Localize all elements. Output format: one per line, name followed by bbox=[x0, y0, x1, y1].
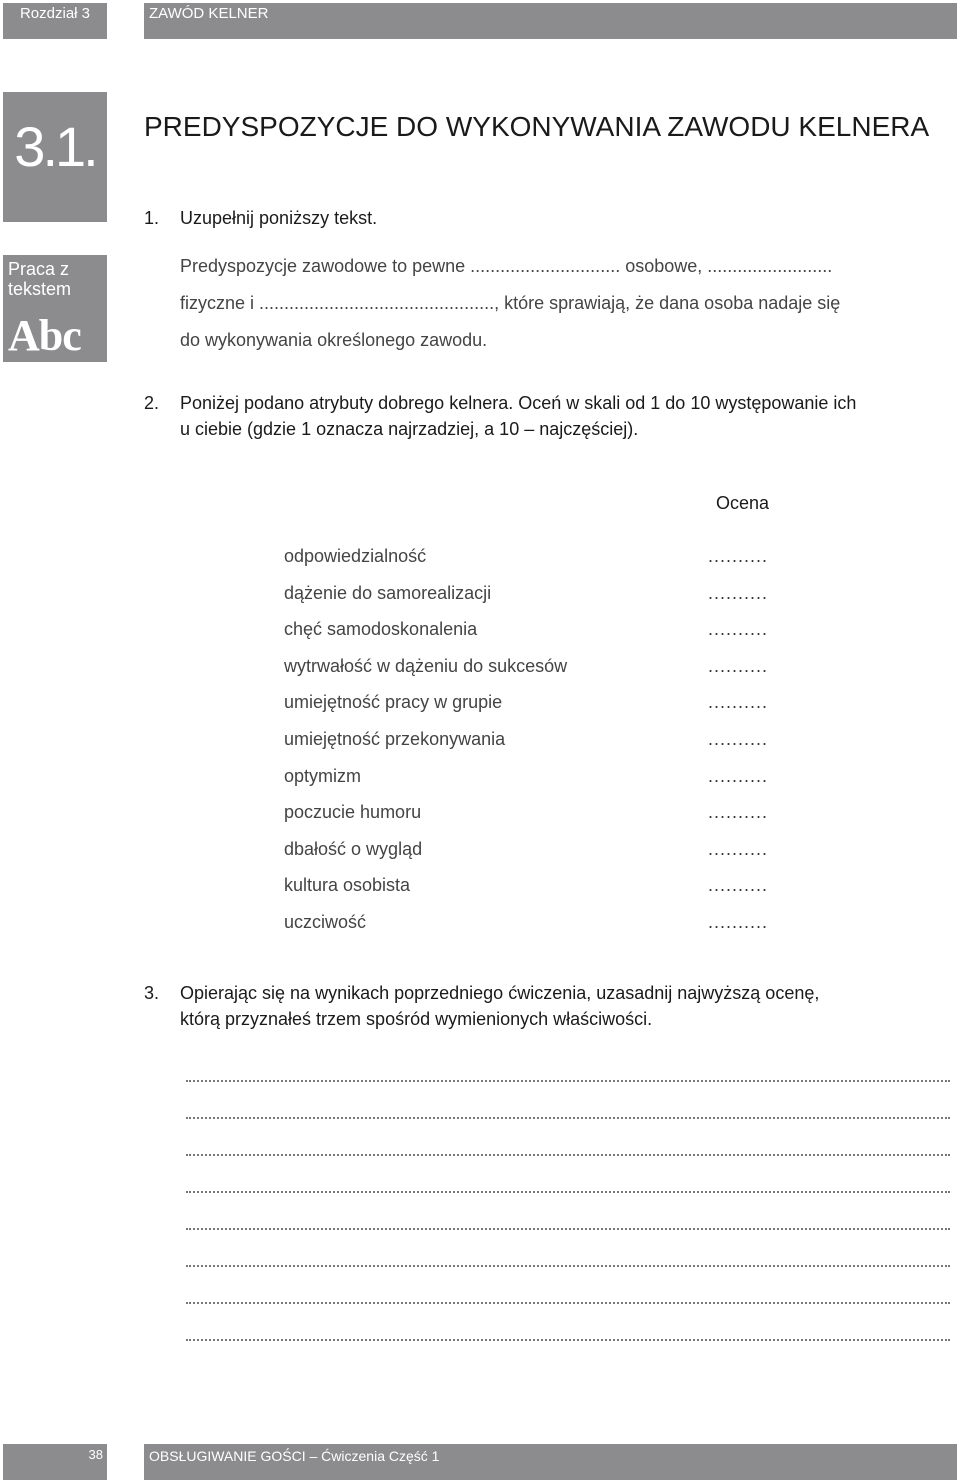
page-number: 38 bbox=[3, 1444, 107, 1480]
rating-field[interactable]: .......... bbox=[708, 546, 769, 566]
attribute-name: dążenie do samorealizacji bbox=[284, 582, 492, 603]
list-item bbox=[284, 763, 804, 800]
rating-column-header: Ocena bbox=[716, 493, 770, 513]
task3-instruction-line1: Opierając się na wynikach poprzedniego ćwiczenia, uzasadnij najwyższą ocenę, bbox=[180, 983, 820, 1003]
list-item bbox=[284, 616, 804, 653]
task1-number: 1. bbox=[144, 208, 160, 228]
rating-field[interactable]: .......... bbox=[708, 582, 769, 603]
attribute-name: umiejętność pracy w grupie bbox=[284, 692, 503, 713]
fill-line: do wykonywania określonego zawodu. bbox=[180, 330, 488, 350]
list-item bbox=[284, 872, 804, 909]
abc-logo: Abc bbox=[8, 311, 81, 360]
attribute-name: umiejętność przekonywania bbox=[284, 728, 506, 749]
answer-line[interactable] bbox=[186, 1267, 950, 1304]
list-item bbox=[284, 689, 804, 726]
side-label-box bbox=[3, 255, 107, 362]
rating-field[interactable]: .......... bbox=[708, 655, 769, 676]
list-item bbox=[284, 836, 804, 873]
attribute-name: dbałość o wygląd bbox=[284, 838, 423, 859]
rating-field[interactable]: .......... bbox=[708, 838, 769, 859]
attribute-name: optymizm bbox=[284, 765, 362, 786]
answer-line[interactable] bbox=[186, 1045, 950, 1082]
running-header-title: ZAWÓD KELNER bbox=[144, 3, 957, 39]
answer-line[interactable] bbox=[186, 1156, 950, 1193]
fill-line[interactable]: Predyspozycje zawodowe to pewne .............................. osobowe, ......................... bbox=[180, 256, 833, 276]
rating-field[interactable]: .......... bbox=[708, 875, 769, 896]
task2-instruction-line2: u ciebie (gdzie 1 oznacza najrzadziej, a 10 – najczęściej). bbox=[180, 419, 639, 439]
rating-field[interactable]: .......... bbox=[708, 619, 769, 640]
rating-field[interactable]: .......... bbox=[708, 765, 769, 786]
section-title: PREDYSPOZYCJE DO WYKONYWANIA ZAWODU KELNERA bbox=[144, 111, 930, 142]
rating-field[interactable]: .......... bbox=[708, 692, 769, 713]
list-item bbox=[284, 726, 804, 763]
attribute-name: odpowiedzialność bbox=[284, 546, 427, 566]
task3-number: 3. bbox=[144, 983, 160, 1003]
task1-instruction: Uzupełnij poniższy tekst. bbox=[180, 208, 378, 228]
answer-line[interactable] bbox=[186, 1304, 950, 1341]
footer-title: OBSŁUGIWANIE GOŚCI – Ćwiczenia Część 1 bbox=[144, 1444, 957, 1480]
rating-field[interactable]: .......... bbox=[708, 911, 769, 932]
answer-line[interactable] bbox=[186, 1193, 950, 1230]
rating-field[interactable]: .......... bbox=[708, 802, 769, 823]
task3-instruction-line2: którą przyznałeś trzem spośród wymienionych właściwości. bbox=[180, 1009, 653, 1029]
attribute-list bbox=[284, 543, 804, 946]
side-label-text: Praca z tekstem bbox=[8, 259, 72, 299]
attribute-name: uczciwość bbox=[284, 911, 367, 932]
chapter-label: Rozdział 3 bbox=[3, 3, 107, 39]
list-item bbox=[284, 580, 804, 617]
rating-field[interactable]: .......... bbox=[708, 728, 769, 749]
list-item bbox=[284, 909, 804, 946]
list-item bbox=[284, 543, 804, 580]
answer-area[interactable] bbox=[186, 1045, 950, 1341]
answer-line[interactable] bbox=[186, 1230, 950, 1267]
attribute-name: chęć samodoskonalenia bbox=[284, 619, 478, 640]
list-item bbox=[284, 799, 804, 836]
answer-line[interactable] bbox=[186, 1119, 950, 1156]
task1-fill-text bbox=[180, 253, 960, 364]
attribute-name: kultura osobista bbox=[284, 875, 411, 896]
attribute-name: poczucie humoru bbox=[284, 802, 422, 823]
attribute-name: wytrwałość w dążeniu do sukcesów bbox=[284, 655, 568, 676]
task2-number: 2. bbox=[144, 393, 160, 413]
fill-line[interactable]: fizyczne i ..............................................., które sprawiają, że dana osoba nadaje się bbox=[180, 293, 841, 313]
answer-line[interactable] bbox=[186, 1082, 950, 1119]
section-number: 3.1. bbox=[3, 92, 107, 222]
list-item bbox=[284, 653, 804, 690]
task2-instruction-line1: Poniżej podano atrybuty dobrego kelnera. Oceń w skali od 1 do 10 występowanie ich bbox=[180, 393, 857, 413]
